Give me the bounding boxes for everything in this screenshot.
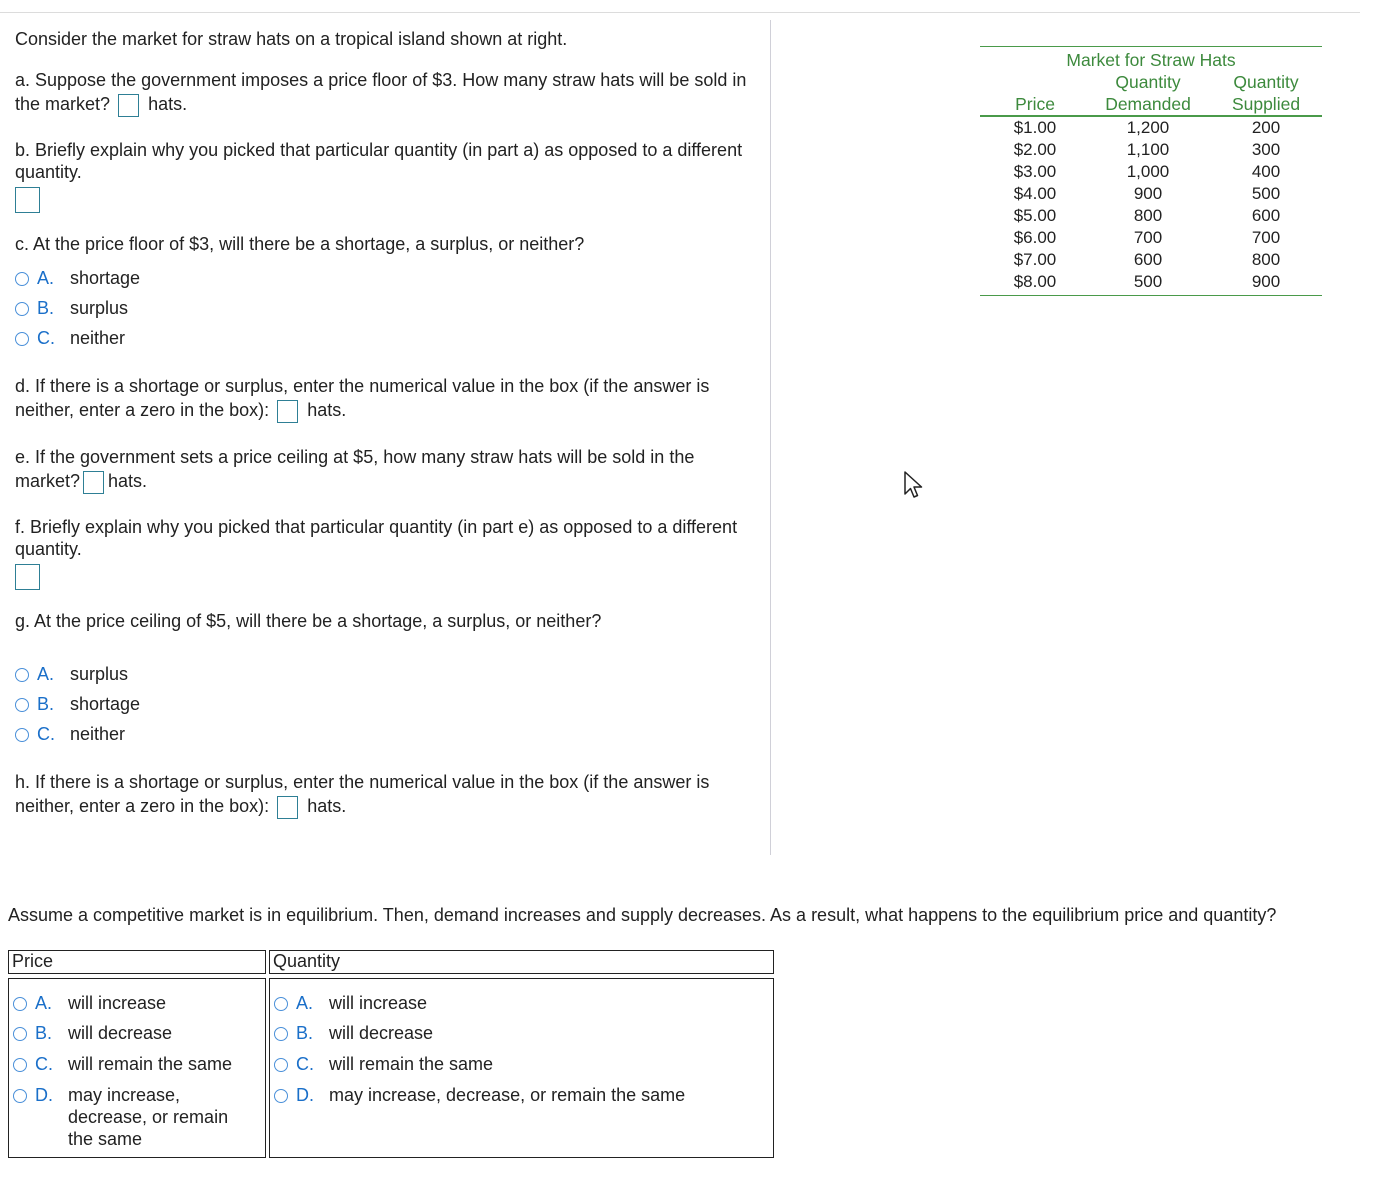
option-g-c[interactable] bbox=[15, 723, 125, 745]
option-label: will decrease bbox=[329, 1023, 434, 1043]
option-c-b[interactable] bbox=[15, 297, 128, 319]
table-title: Market for Straw Hats bbox=[1066, 50, 1236, 70]
answer-a-input[interactable] bbox=[118, 94, 139, 117]
option-label: shortage bbox=[70, 268, 141, 288]
cell-qs: 700 bbox=[1251, 228, 1281, 247]
option-letter: B. bbox=[37, 298, 55, 318]
table-row bbox=[980, 139, 1322, 161]
option-letter: D. bbox=[296, 1085, 314, 1105]
table-row bbox=[980, 227, 1322, 249]
cell-qs: 400 bbox=[1251, 162, 1281, 181]
cell-price: $7.00 bbox=[1013, 250, 1057, 269]
answer-h-input[interactable] bbox=[277, 796, 298, 819]
question-a-text: a. Suppose the government imposes a price floor of $3. How many straw hats will be sold in the market? bbox=[15, 70, 747, 114]
column-divider bbox=[770, 20, 771, 855]
question-c: c. At the price floor of $3, will there be a shortage, a surplus, or neither? bbox=[15, 234, 585, 254]
quantity-option-d[interactable] bbox=[274, 1084, 685, 1106]
question-g: g. At the price ceiling of $5, will there be a shortage, a surplus, or neither? bbox=[15, 611, 602, 631]
cell-qs: 500 bbox=[1251, 184, 1281, 203]
option-letter: B. bbox=[35, 1023, 53, 1043]
quantity-column-header: Quantity bbox=[269, 950, 774, 974]
table-header bbox=[980, 71, 1322, 115]
radio-icon[interactable] bbox=[15, 698, 29, 712]
radio-icon[interactable] bbox=[13, 1058, 27, 1072]
question-a bbox=[15, 68, 760, 117]
radio-icon[interactable] bbox=[15, 332, 29, 346]
option-label: may increase, decrease, or remain the same bbox=[68, 1085, 229, 1149]
table-top-rule bbox=[980, 46, 1322, 47]
option-letter: C. bbox=[37, 328, 55, 348]
question-d-suffix: hats. bbox=[307, 400, 347, 420]
radio-icon[interactable] bbox=[15, 272, 29, 286]
intro-text: Consider the market for straw hats on a tropical island shown at right. bbox=[15, 29, 568, 49]
option-letter: A. bbox=[37, 664, 55, 684]
header-qs-line1: Quantity bbox=[1233, 72, 1299, 92]
option-letter: D. bbox=[35, 1085, 53, 1105]
cell-qs: 800 bbox=[1251, 250, 1281, 269]
market-table bbox=[980, 46, 1322, 296]
question-h-text-line2: neither, enter a zero in the box): bbox=[15, 796, 270, 816]
quantity-option-b[interactable] bbox=[274, 1022, 433, 1044]
option-label: will remain the same bbox=[329, 1054, 494, 1074]
question-e bbox=[15, 445, 775, 494]
option-letter: A. bbox=[296, 993, 314, 1013]
question-d-text-line2: neither, enter a zero in the box): bbox=[15, 400, 270, 420]
option-label: surplus bbox=[70, 298, 129, 318]
option-letter: A. bbox=[35, 993, 53, 1013]
table-row bbox=[980, 183, 1322, 205]
price-option-d[interactable] bbox=[13, 1084, 240, 1150]
cell-qd: 1,100 bbox=[1126, 140, 1170, 159]
cell-price: $2.00 bbox=[1013, 140, 1057, 159]
cell-qd: 800 bbox=[1133, 206, 1163, 225]
answer-b-input[interactable] bbox=[15, 187, 40, 213]
cell-price: $5.00 bbox=[1013, 206, 1057, 225]
quantity-option-c[interactable] bbox=[274, 1053, 493, 1075]
option-label: will increase bbox=[68, 993, 167, 1013]
option-label: surplus bbox=[70, 664, 129, 684]
cell-qs: 900 bbox=[1251, 272, 1281, 291]
option-letter: C. bbox=[35, 1054, 53, 1074]
option-label: shortage bbox=[70, 694, 141, 714]
question-e-text-line1: e. If the government sets a price ceiling at $5, how many straw hats will be sold in the bbox=[15, 447, 695, 467]
question-f: f. Briefly explain why you picked that particular quantity (in part e) as opposed to a different quantity. bbox=[15, 517, 738, 559]
question-h-text-line1: h. If there is a shortage or surplus, enter the numerical value in the box (if the answer is bbox=[15, 772, 710, 792]
radio-icon[interactable] bbox=[274, 1089, 288, 1103]
option-letter: B. bbox=[296, 1023, 314, 1043]
option-label: will decrease bbox=[68, 1023, 173, 1043]
cell-qs: 600 bbox=[1251, 206, 1281, 225]
price-options-cell bbox=[8, 978, 266, 1158]
radio-icon[interactable] bbox=[274, 997, 288, 1011]
price-option-c[interactable] bbox=[13, 1053, 232, 1075]
cell-qd: 600 bbox=[1133, 250, 1163, 269]
question-d-text-line1: d. If there is a shortage or surplus, enter the numerical value in the box (if the answer is bbox=[15, 376, 710, 396]
header-qd-line2: Demanded bbox=[1105, 94, 1191, 114]
equilibrium-question: Assume a competitive market is in equilibrium. Then, demand increases and supply decreases. As a result, what happens to the equilibrium price and quantity? bbox=[8, 905, 1277, 925]
cell-price: $1.00 bbox=[1013, 118, 1057, 137]
radio-icon[interactable] bbox=[15, 302, 29, 316]
radio-icon[interactable] bbox=[274, 1027, 288, 1041]
price-option-b[interactable] bbox=[13, 1022, 172, 1044]
option-c-c[interactable] bbox=[15, 327, 125, 349]
table-row bbox=[980, 161, 1322, 183]
option-letter: A. bbox=[37, 268, 55, 288]
option-label: will remain the same bbox=[68, 1054, 233, 1074]
option-letter: B. bbox=[37, 694, 55, 714]
quantity-option-a[interactable] bbox=[274, 992, 427, 1014]
answer-d-input[interactable] bbox=[277, 400, 298, 423]
question-b: b. Briefly explain why you picked that particular quantity (in part a) as opposed to a different quantity. bbox=[15, 140, 743, 182]
cell-qd: 500 bbox=[1133, 272, 1163, 291]
table-row bbox=[980, 117, 1322, 139]
answer-e-input[interactable] bbox=[83, 471, 104, 494]
table-row bbox=[980, 271, 1322, 293]
option-letter: C. bbox=[37, 724, 55, 744]
header-qd-line1: Quantity bbox=[1115, 72, 1181, 92]
question-d bbox=[15, 374, 775, 423]
cell-qd: 1,000 bbox=[1126, 162, 1170, 181]
radio-icon[interactable] bbox=[13, 1027, 27, 1041]
cell-qd: 900 bbox=[1133, 184, 1163, 203]
top-separator bbox=[0, 12, 1360, 13]
question-e-text-line2: market? bbox=[15, 471, 81, 491]
table-row bbox=[980, 205, 1322, 227]
question-a-suffix: hats. bbox=[148, 94, 188, 114]
cell-qs: 300 bbox=[1251, 140, 1281, 159]
radio-icon[interactable] bbox=[13, 1089, 27, 1103]
option-g-a[interactable] bbox=[15, 663, 128, 685]
question-e-suffix: hats. bbox=[108, 471, 148, 491]
cell-qd: 1,200 bbox=[1126, 118, 1170, 137]
table-row bbox=[980, 249, 1322, 271]
option-c-a[interactable] bbox=[15, 267, 140, 289]
radio-icon[interactable] bbox=[15, 728, 29, 742]
option-label: neither bbox=[70, 328, 126, 348]
question-h-suffix: hats. bbox=[307, 796, 347, 816]
option-label: will increase bbox=[329, 993, 428, 1013]
quantity-options-cell bbox=[269, 978, 774, 1158]
cell-qd: 700 bbox=[1133, 228, 1163, 247]
price-option-a[interactable] bbox=[13, 992, 166, 1014]
header-price: Price bbox=[1015, 94, 1055, 114]
radio-icon[interactable] bbox=[13, 997, 27, 1011]
header-qs-line2: Supplied bbox=[1231, 94, 1301, 114]
option-g-b[interactable] bbox=[15, 693, 140, 715]
option-label: may increase, decrease, or remain the same bbox=[329, 1085, 686, 1105]
mouse-pointer-icon bbox=[903, 470, 925, 500]
table-bottom-rule bbox=[980, 295, 1322, 296]
cell-price: $6.00 bbox=[1013, 228, 1057, 247]
answer-f-input[interactable] bbox=[15, 564, 40, 590]
question-h bbox=[15, 770, 775, 819]
option-label: neither bbox=[70, 724, 126, 744]
price-column-header: Price bbox=[8, 950, 266, 974]
cell-price: $4.00 bbox=[1013, 184, 1057, 203]
cell-price: $8.00 bbox=[1013, 272, 1057, 291]
cell-qs: 200 bbox=[1251, 118, 1281, 137]
radio-icon[interactable] bbox=[15, 668, 29, 682]
option-letter: C. bbox=[296, 1054, 314, 1074]
cell-price: $3.00 bbox=[1013, 162, 1057, 181]
radio-icon[interactable] bbox=[274, 1058, 288, 1072]
